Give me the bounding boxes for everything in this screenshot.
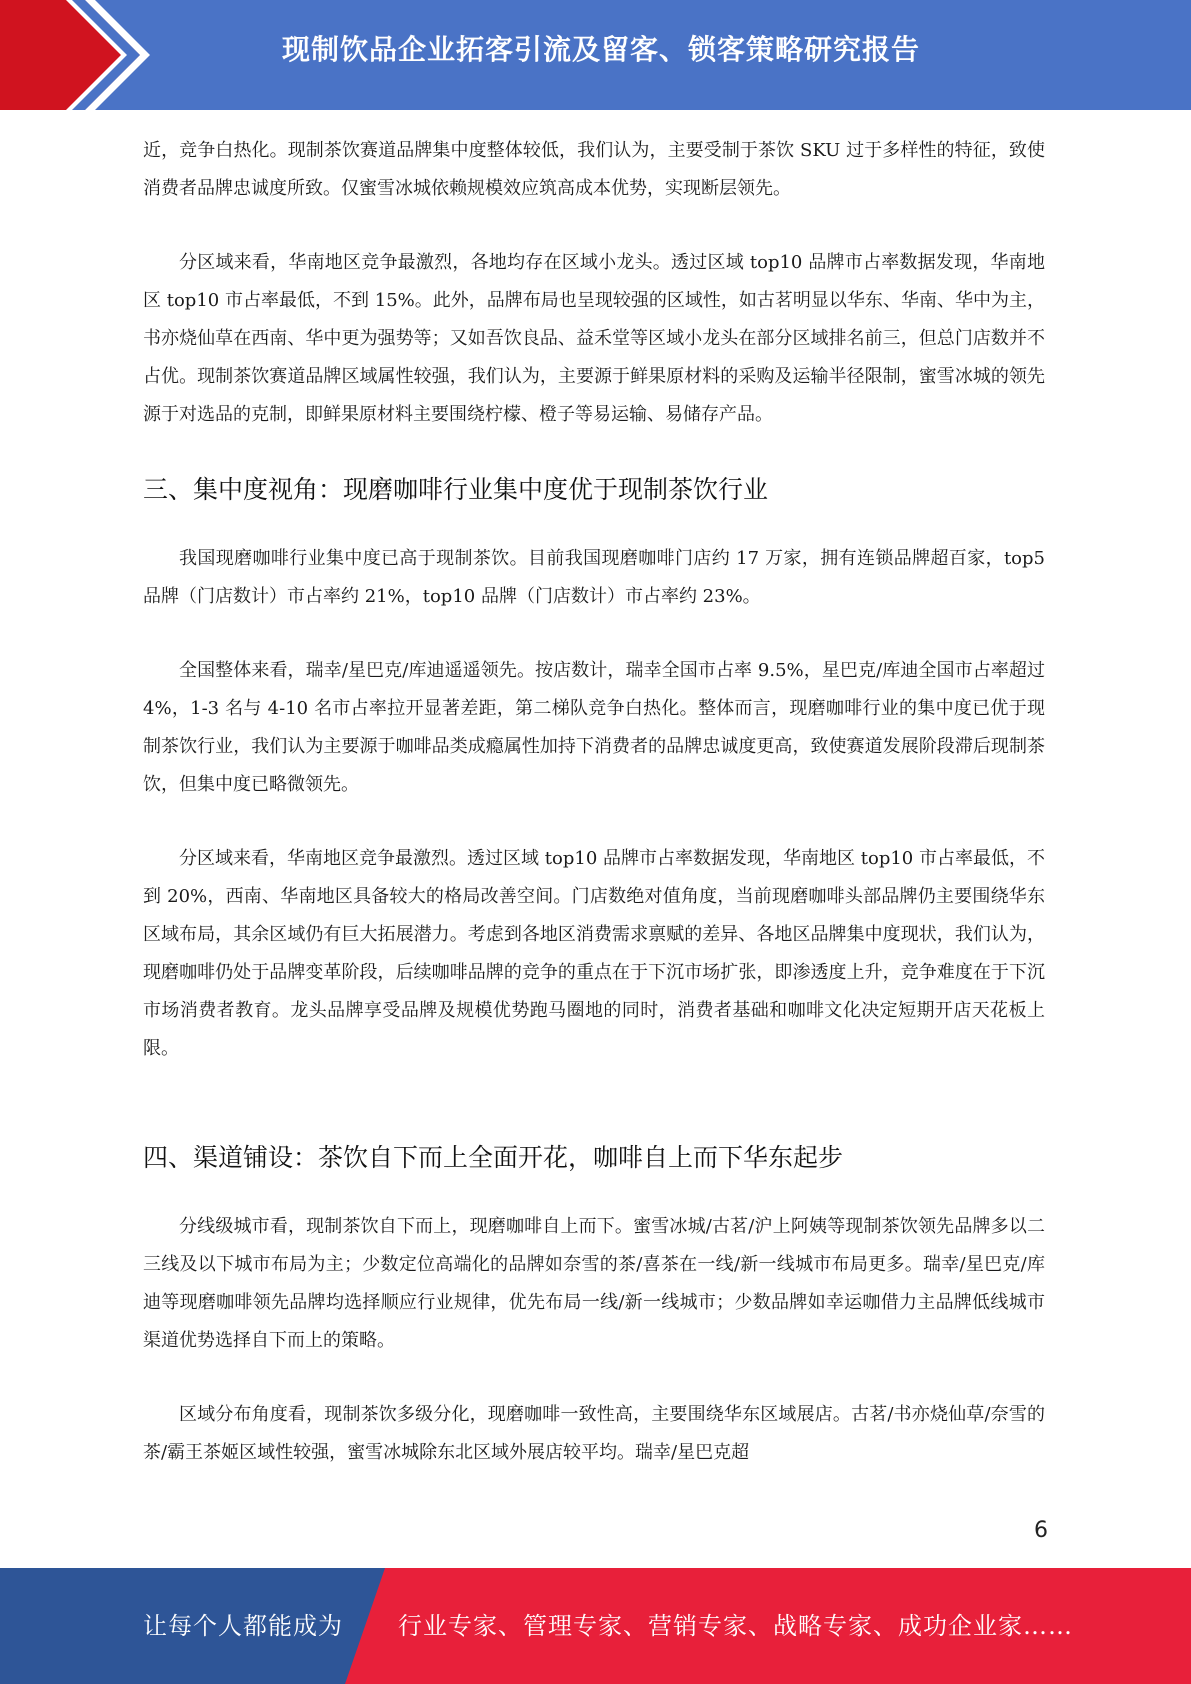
paragraph-coffee-regional: 分区域来看，华南地区竞争最激烈。透过区域 top10 品牌市占率数据发现，华南地区 top10 市占率最低，不到 20%，西南、华南地区具备较大的格局改善空间。门店数绝对值角度，当前现磨咖啡头部品牌仍主要围绕华东区域布局，其余区域仍有巨大拓展潜力。考虑到各地区消费需求禀赋的差异、各地区品牌集中度现状，我们认为，现磨咖啡仍处于品牌变革阶段，后续咖啡品牌的竞争的重点在于下沉市场扩张，即渗透度上升，竞争难度在于下沉市场消费者教育。龙头品牌享受品牌及规模优势跑马圈地的同时，消费者基础和咖啡文化决定短期开店天花板上限。	[143, 848, 1045, 1059]
paragraph-regional-distribution: 区域分布角度看，现制茶饮多级分化，现磨咖啡一致性高，主要围绕华东区域展店。古茗/书亦烧仙草/奈雪的茶/霸王茶姬区域性较强，蜜雪冰城除东北区域外展店较平均。瑞幸/星巴克超	[143, 1404, 1045, 1463]
footer-slogan-right: 行业专家、管理专家、营销专家、战略专家、成功企业家……	[398, 1612, 1073, 1640]
report-title: 现制饮品企业拓客引流及留客、锁客策略研究报告	[282, 33, 921, 66]
page-header	[0, 0, 1191, 110]
document-body	[143, 132, 1045, 1508]
section-heading-3: 三、集中度视角：现磨咖啡行业集中度优于现制茶饮行业	[143, 475, 769, 504]
page-footer	[0, 1568, 1191, 1684]
section-heading-4: 四、渠道铺设：茶饮自下而上全面开花，咖啡自上而下华东起步	[143, 1143, 844, 1172]
paragraph-coffee-concentration: 我国现磨咖啡行业集中度已高于现制茶饮。目前我国现磨咖啡门店约 17 万家，拥有连锁品牌超百家，top5 品牌（门店数计）市占率约 21%，top10 品牌（门店数计）市占率约 23%。	[143, 548, 1045, 607]
footer-slogan-left: 让每个人都能成为	[143, 1612, 343, 1640]
header-arrow-logo	[0, 0, 150, 110]
paragraph-continuation: 近，竞争白热化。现制茶饮赛道品牌集中度整体较低，我们认为，主要受制于茶饮 SKU 过于多样性的特征，致使消费者品牌忠诚度所致。仅蜜雪冰城依赖规模效应筑高成本优势，实现断层领先。	[143, 140, 1045, 199]
paragraph-coffee-national: 全国整体来看，瑞幸/星巴克/库迪遥遥领先。按店数计，瑞幸全国市占率 9.5%，星巴克/库迪全国市占率超过 4%，1-3 名与 4-10 名市占率拉开显著差距，第二梯队竞争白热化。整体而言，现磨咖啡行业的集中度已优于现制茶饮行业，我们认为主要源于咖啡品类成瘾属性加持下消费者的品牌忠诚度更高，致使赛道发展阶段滞后现制茶饮，但集中度已略微领先。	[143, 660, 1045, 795]
page-number: 6	[1034, 1518, 1048, 1543]
paragraph-tea-regional: 分区域来看，华南地区竞争最激烈，各地均存在区域小龙头。透过区域 top10 品牌市占率数据发现，华南地区 top10 市占率最低，不到 15%。此外，品牌布局也呈现较强的区域性，如古茗明显以华东、华南、华中为主，书亦烧仙草在西南、华中更为强势等；又如吾饮良品、益禾堂等区域小龙头在部分区域排名前三，但总门店数并不占优。现制茶饮赛道品牌区域属性较强，我们认为，主要源于鲜果原材料的采购及运输半径限制，蜜雪冰城的领先源于对选品的克制，即鲜果原材料主要围绕柠檬、橙子等易运输、易储存产品。	[143, 252, 1045, 425]
paragraph-city-tiers: 分线级城市看，现制茶饮自下而上，现磨咖啡自上而下。蜜雪冰城/古茗/沪上阿姨等现制茶饮领先品牌多以二三线及以下城市布局为主；少数定位高端化的品牌如奈雪的茶/喜茶在一线/新一线城市布局更多。瑞幸/星巴克/库迪等现磨咖啡领先品牌均选择顺应行业规律，优先布局一线/新一线城市；少数品牌如幸运咖借力主品牌低线城市渠道优势选择自下而上的策略。	[143, 1216, 1045, 1351]
